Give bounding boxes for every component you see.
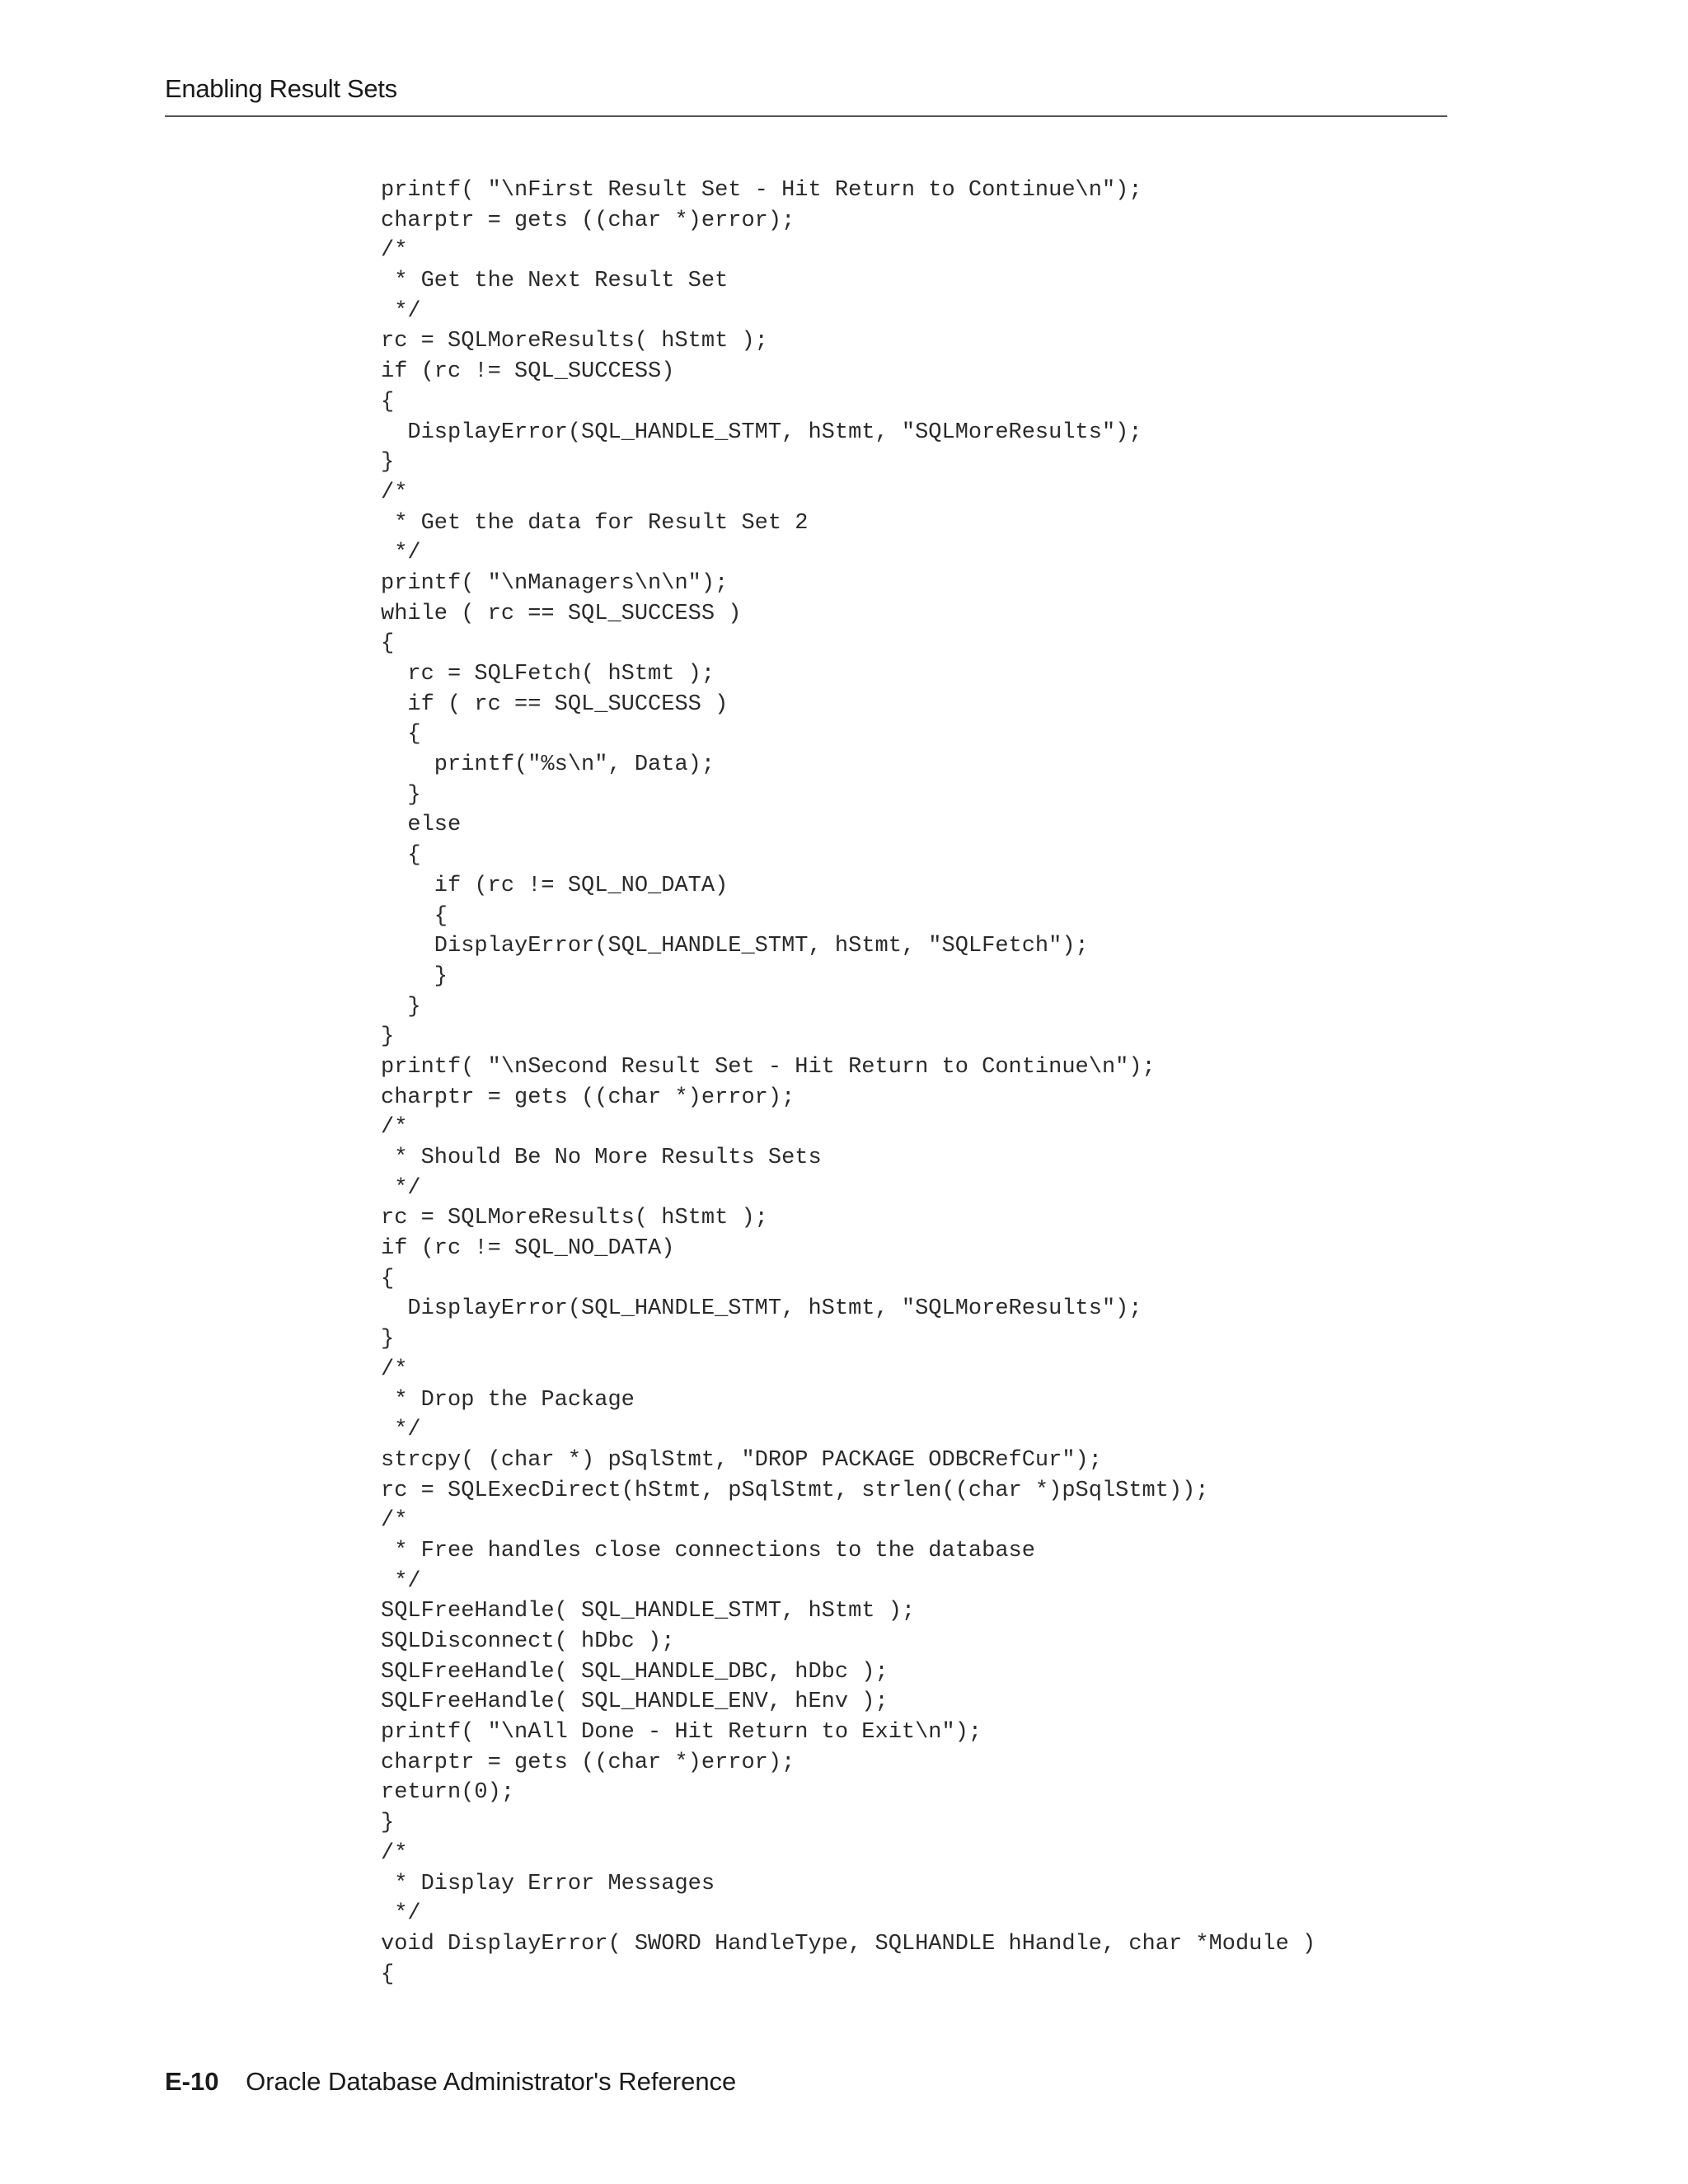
code-line: charptr = gets ((char *)error); bbox=[381, 1085, 795, 1110]
page-footer bbox=[165, 2065, 736, 2098]
code-line: charptr = gets ((char *)error); bbox=[381, 208, 795, 233]
code-line: rc = SQLMoreResults( hStmt ); bbox=[381, 329, 768, 354]
code-line: */ bbox=[381, 1901, 421, 1927]
code-line: * Display Error Messages bbox=[381, 1871, 715, 1896]
page-number: E-10 bbox=[165, 2067, 219, 2096]
code-line: } bbox=[381, 1024, 395, 1050]
code-line: { bbox=[381, 1961, 395, 1987]
code-line: /* bbox=[381, 238, 408, 264]
code-line: /* bbox=[381, 1357, 408, 1382]
code-line: { bbox=[381, 1266, 395, 1291]
code-line: /* bbox=[381, 1840, 408, 1866]
code-line: SQLFreeHandle( SQL_HANDLE_DBC, hDbc ); bbox=[381, 1659, 889, 1685]
code-line: } bbox=[381, 782, 421, 808]
code-line: */ bbox=[381, 541, 421, 566]
code-line: */ bbox=[381, 1175, 421, 1201]
code-line: SQLDisconnect( hDbc ); bbox=[381, 1629, 675, 1654]
book-title: Oracle Database Administrator's Reference bbox=[246, 2067, 737, 2096]
section-title: Enabling Result Sets bbox=[165, 74, 397, 103]
code-line: DisplayError(SQL_HANDLE_STMT, hStmt, "SQLMoreResults"); bbox=[381, 419, 1142, 445]
code-line: */ bbox=[381, 1568, 421, 1594]
code-line: } bbox=[381, 450, 395, 476]
header-divider bbox=[165, 115, 1447, 117]
code-line: void DisplayError( SWORD HandleType, SQLHANDLE hHandle, char *Module ) bbox=[381, 1931, 1316, 1957]
code-line: * Free handles close connections to the database bbox=[381, 1538, 1035, 1563]
code-line: * Get the Next Result Set bbox=[381, 269, 729, 294]
code-line: printf( "\nFirst Result Set - Hit Return to Continue\n"); bbox=[381, 178, 1142, 203]
code-line: } bbox=[381, 963, 448, 989]
code-line: SQLFreeHandle( SQL_HANDLE_ENV, hEnv ); bbox=[381, 1690, 889, 1715]
code-line: else bbox=[381, 813, 462, 838]
code-line: /* bbox=[381, 1508, 408, 1534]
code-line: * Get the data for Result Set 2 bbox=[381, 510, 809, 536]
code-line: while ( rc == SQL_SUCCESS ) bbox=[381, 601, 742, 626]
code-line: /* bbox=[381, 480, 408, 505]
code-line: { bbox=[381, 631, 395, 657]
code-line: charptr = gets ((char *)error); bbox=[381, 1750, 795, 1775]
code-line: rc = SQLExecDirect(hStmt, pSqlStmt, strlen((char *)pSqlStmt)); bbox=[381, 1478, 1209, 1503]
code-line: rc = SQLFetch( hStmt ); bbox=[381, 662, 715, 687]
code-line: * Drop the Package bbox=[381, 1387, 635, 1413]
code-line: */ bbox=[381, 298, 421, 324]
code-line: { bbox=[381, 722, 421, 748]
code-line: DisplayError(SQL_HANDLE_STMT, hStmt, "SQLFetch"); bbox=[381, 934, 1089, 959]
code-line: } bbox=[381, 994, 421, 1019]
code-line: /* bbox=[381, 1115, 408, 1141]
code-line: printf("%s\n", Data); bbox=[381, 752, 715, 778]
running-header bbox=[165, 73, 397, 105]
code-line: rc = SQLMoreResults( hStmt ); bbox=[381, 1206, 768, 1231]
code-line: { bbox=[381, 389, 395, 415]
code-line: * Should Be No More Results Sets bbox=[381, 1146, 822, 1170]
code-line: strcpy( (char *) pSqlStmt, "DROP PACKAGE ODBCRefCur"); bbox=[381, 1447, 1102, 1473]
code-line: return(0); bbox=[381, 1780, 515, 1806]
code-line: printf( "\nManagers\n\n"); bbox=[381, 570, 729, 596]
code-line: } bbox=[381, 1327, 395, 1352]
code-line: } bbox=[381, 1811, 395, 1836]
code-line: printf( "\nSecond Result Set - Hit Return to Continue\n"); bbox=[381, 1054, 1156, 1080]
code-line: if (rc != SQL_SUCCESS) bbox=[381, 359, 675, 385]
code-line: DisplayError(SQL_HANDLE_STMT, hStmt, "SQLMoreResults"); bbox=[381, 1296, 1142, 1322]
code-line: SQLFreeHandle( SQL_HANDLE_STMT, hStmt ); bbox=[381, 1599, 916, 1624]
code-line: printf( "\nAll Done - Hit Return to Exit\n"); bbox=[381, 1720, 982, 1746]
code-line: if ( rc == SQL_SUCCESS ) bbox=[381, 691, 729, 717]
code-line: { bbox=[381, 903, 448, 929]
code-line: */ bbox=[381, 1418, 421, 1443]
code-line: if (rc != SQL_NO_DATA) bbox=[381, 1236, 675, 1262]
code-line: { bbox=[381, 843, 421, 869]
code-listing bbox=[381, 176, 1315, 1990]
code-line: if (rc != SQL_NO_DATA) bbox=[381, 873, 729, 898]
